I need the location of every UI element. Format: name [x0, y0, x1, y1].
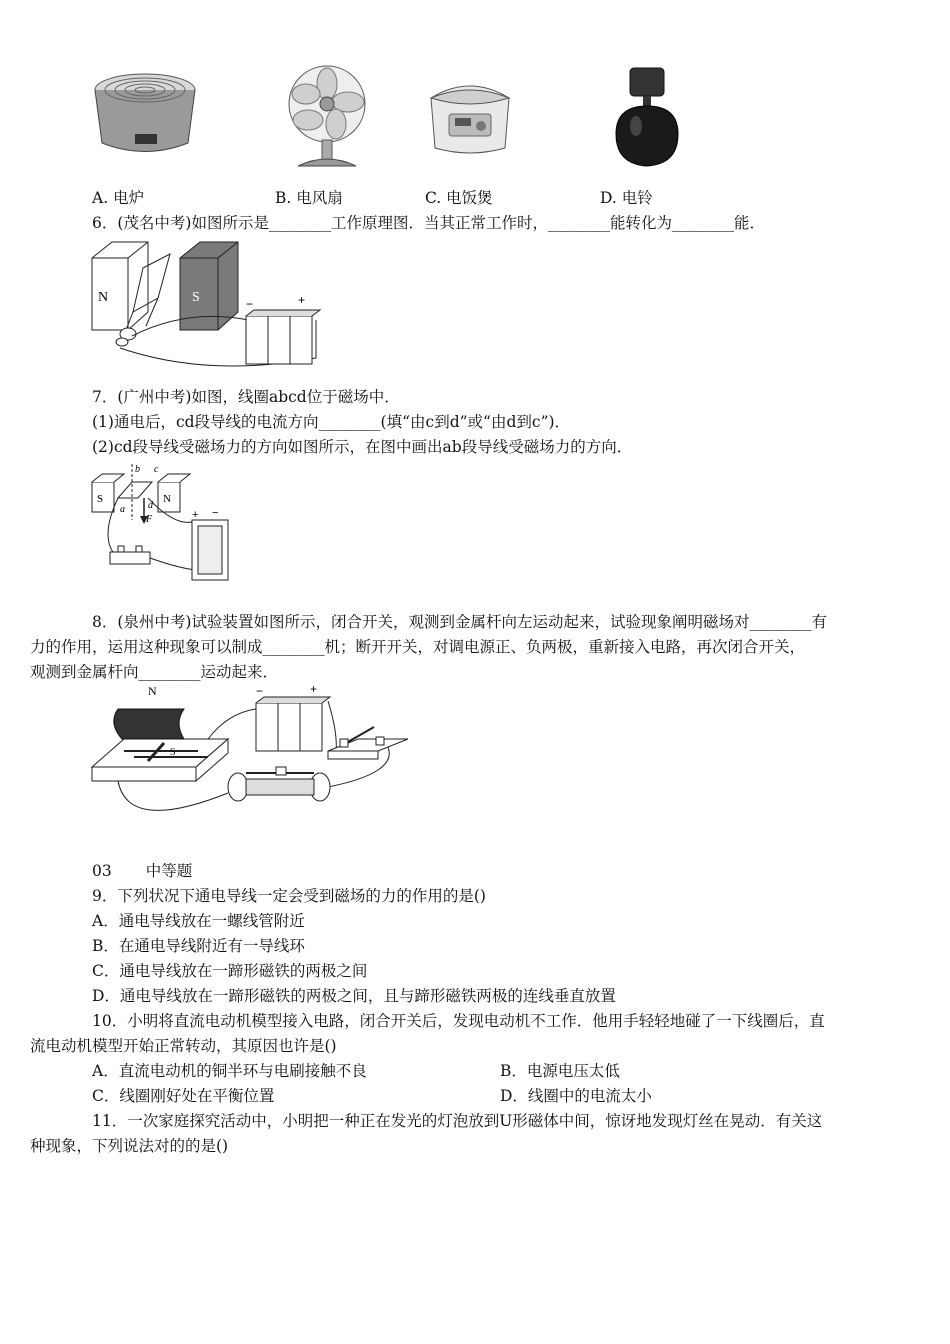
option-letter: C. [425, 189, 442, 207]
section-heading [92, 860, 192, 882]
q8-plus-label: + [310, 683, 318, 696]
q7-stem: 7．(广州中考)如图，线圈abcd位于磁场中． [92, 388, 400, 406]
q5-option-c [425, 187, 493, 209]
electric-bell-image [610, 64, 685, 169]
q8-minus-label: − [256, 684, 264, 698]
q9-option-a: A．通电导线放在一螺线管附近 [92, 912, 305, 930]
q7-a-label: a [120, 504, 125, 515]
q7-part1: (1)通电后，cd段导线的电流方向________(填“由c到d”或“由d到c”)． [92, 413, 571, 431]
q11-line1: 11．一次家庭探究活动中，小明把一种正在发光的灯泡放到U形磁体中间，惊讶地发现灯丝在晃动．有关这 [92, 1112, 823, 1130]
q8-line3: 观测到金属杆向________运动起来． [30, 663, 279, 681]
q7-s-pole-label: S [97, 493, 104, 505]
q9-option-c: C．通电导线放在一蹄形磁铁的两极之间 [92, 962, 368, 980]
q11-line2: 种现象，下列说法对的的是() [30, 1137, 229, 1155]
q10-option-b: B．电源电压太低 [500, 1062, 620, 1080]
option-letter: B. [275, 189, 292, 207]
q10-option-a: A．直流电动机的铜半环与电刷接触不良 [92, 1062, 367, 1080]
electric-fan-image [280, 62, 375, 172]
section-number: 03 [92, 862, 112, 880]
q7-plus-label: + [192, 509, 199, 521]
q10-line1: 10．小明将直流电动机模型接入电路，闭合开关后，发现电动机不工作．他用手轻轻地碰了一下线圈后，直 [92, 1012, 825, 1030]
q6-plus-label: + [298, 293, 306, 307]
q7-d-label: d [148, 500, 153, 511]
q9-option-d: D．通电导线放在一蹄形磁铁的两极之间，且与蹄形磁铁两极的连线垂直放置 [92, 987, 616, 1005]
option-text: 电铃 [621, 189, 653, 207]
option-text: 电风扇 [296, 189, 343, 207]
q9-option-b: B．在通电导线附近有一导线环 [92, 937, 305, 955]
q7-part2: (2)cd段导线受磁场力的方向如图所示，在图中画出ab段导线受磁场力的方向． [92, 438, 633, 456]
option-text: 电炉 [113, 189, 145, 207]
q6-text: 6．(茂名中考)如图所示是________工作原理图．当其正常工作时，________能转化为________能． [92, 214, 765, 232]
q6-n-pole-label: N [98, 290, 109, 305]
q5-option-d [600, 187, 653, 209]
option-letter: D. [600, 189, 617, 207]
q9-stem: 9．下列状况下通电导线一定会受到磁场的力的作用的是() [92, 887, 486, 905]
q6-motor-diagram [88, 238, 328, 373]
q10-line2: 流电动机模型开始正常转动，其原因也许是() [30, 1037, 337, 1055]
q5-option-b [275, 187, 343, 209]
rice-cooker-image [425, 70, 515, 158]
q8-n-pole-label: N [148, 684, 157, 698]
q10-option-c: C．线圈刚好处在平衡位置 [92, 1087, 275, 1105]
q7-minus-label: − [212, 507, 219, 519]
q10-option-d: D．线圈中的电流太小 [500, 1087, 652, 1105]
q6-minus-label: − [246, 297, 254, 311]
q7-coil-diagram [88, 460, 248, 585]
q8-line2: 力的作用，运用这种现象可以制成________机；断开开关，对调电源正、负两极，重新接入电路，再次闭合开关， [30, 638, 806, 656]
q7-c-label: c [154, 464, 159, 475]
q6-s-pole-label: S [192, 290, 200, 305]
section-title: 中等题 [145, 862, 193, 880]
option-text: 电饭煲 [446, 189, 493, 207]
q8-line1: 8．(泉州中考)试验装置如图所示，闭合开关，观测到金属杆向左运动起来，试验现象阐明磁场对________有 [92, 613, 827, 631]
q7-force-label: F [146, 514, 153, 525]
electric-stove-image [90, 68, 200, 160]
q8-rail-diagram [88, 683, 418, 838]
q5-option-a [92, 187, 144, 209]
option-letter: A. [92, 189, 109, 207]
q8-s-pole-label: S [170, 747, 176, 758]
q7-n-pole-label: N [163, 493, 171, 505]
q7-b-label: b [135, 464, 140, 475]
